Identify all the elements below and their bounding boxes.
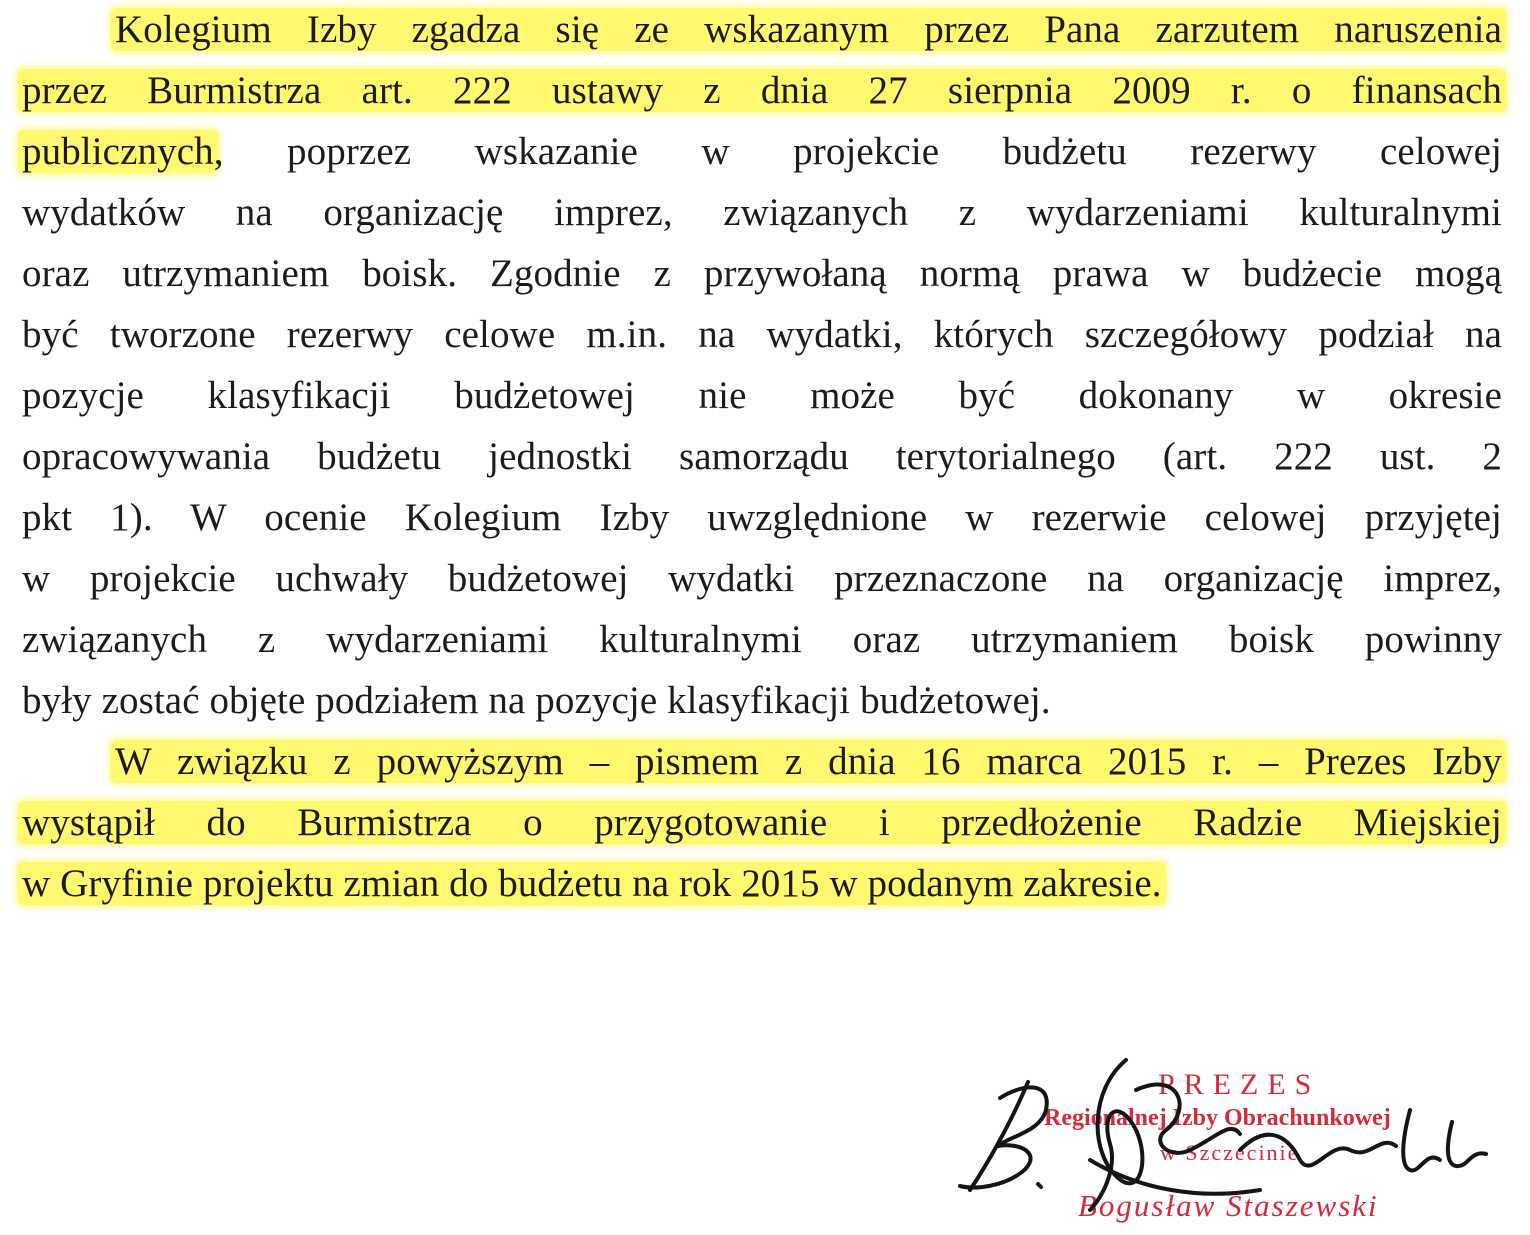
text-line	[22, 65, 1502, 117]
text-line	[22, 858, 1502, 910]
highlighted-text: w Gryfinie projektu zmian do budżetu na rok 2015 w podanym zakresie.	[18, 862, 1166, 905]
stamp-city: w Szczecinie	[1160, 1140, 1300, 1165]
highlighted-text: przez Burmistrza art. 222 ustawy z dnia 27 sierpnia 2009 r. o finansach	[18, 69, 1506, 112]
text-line: pozycje klasyfikacji budżetowej nie może być dokonany w okresie	[22, 374, 1502, 417]
text-segment: , poprzez wskazanie w projekcie budżetu rezerwy celowej	[213, 130, 1502, 173]
text-line: były zostać objęte podziałem na pozycje klasyfikacji budżetowej.	[22, 679, 1051, 722]
stamp-title: PREZES	[1158, 1068, 1321, 1101]
text-line: opracowywania budżetu jednostki samorządu terytorialnego (art. 222 ust. 2	[22, 435, 1502, 478]
text-line: w projekcie uchwały budżetowej wydatki przeznaczone na organizację imprez,	[22, 557, 1502, 600]
text-line	[115, 736, 1502, 788]
highlighted-text: W związku z powyższym – pismem z dnia 16 marca 2015 r. – Prezes Izby	[111, 740, 1506, 783]
highlighted-text: Kolegium Izby zgadza się ze wskazanym przez Pana zarzutem naruszenia	[111, 8, 1506, 51]
highlighted-text: wystąpił do Burmistrza o przygotowanie i przedłożenie Radzie Miejskiej	[18, 801, 1506, 844]
official-stamp	[940, 1050, 1520, 1230]
text-line	[22, 126, 1502, 178]
text-line: być tworzone rezerwy celowe m.in. na wydatki, których szczegółowy podział na	[22, 313, 1502, 356]
text-line	[22, 797, 1502, 849]
stamp-organization: Regionalnej Izby Obrachunkowej	[1044, 1105, 1391, 1131]
text-line: wydatków na organizację imprez, związanych z wydarzeniami kulturalnymi	[22, 191, 1502, 234]
handwritten-signature	[940, 1050, 1520, 1230]
text-line: oraz utrzymaniem boisk. Zgodnie z przywołaną normą prawa w budżecie mogą	[22, 252, 1502, 295]
text-line	[115, 4, 1502, 56]
text-line: związanych z wydarzeniami kulturalnymi oraz utrzymaniem boisk powinny	[22, 618, 1502, 661]
highlighted-text: publicznych	[18, 130, 218, 173]
text-line: pkt 1). W ocenie Kolegium Izby uwzględnione w rezerwie celowej przyjętej	[22, 496, 1502, 539]
stamp-name: Bogusław Staszewski	[1078, 1188, 1379, 1223]
